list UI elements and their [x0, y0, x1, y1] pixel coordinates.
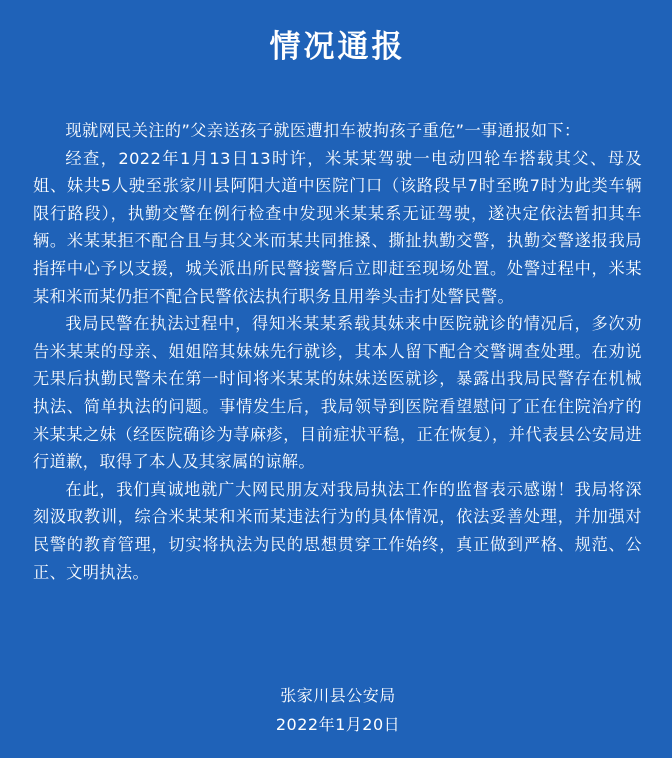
- signature-organization: 张家川县公安局: [280, 686, 396, 705]
- notice-paragraph-thanks: 在此，我们真诚地就广大网民朋友对我局执法工作的监督表示感谢！我局将深刻汲取教训，综合米某某和米而某违法行为的具体情况，依法妥善处理，并加强对民警的教育管理，切实将执法为民的思想贯穿工作始终，真正做到严格、规范、公正、文明执法。: [33, 479, 642, 582]
- notice-paragraph-intro: 现就网民关注的”父亲送孩子就医遭扣车被拘孩子重危”一事通报如下：: [65, 121, 581, 140]
- notice-title: 情况通报: [269, 29, 406, 65]
- notice-signature: [0, 681, 672, 739]
- notice-paragraph-investigation: 经查，2022年1月13日13时许，米某某驾驶一电动四轮车搭载其父、母及姐、妹共5人驶至张家川县阿阳大道中医院门口（该路段早7时至晚7时为此类车辆限行路段），执勤交警在例行检查中发现米某某系无证驾驶，遂决定依法暂扣其车辆。米某某拒不配合且与其父米而某共同推搡、撕扯执勤交警，执勤交警遂报我局指挥中心予以支援，城关派出所民警接警后立即赶至现场处置。处警过程中，米某某和米而某仍拒不配合民警依法执行职务且用拳头击打处警民警。: [33, 148, 642, 306]
- signature-date: 2022年1月20日: [275, 715, 401, 734]
- notice-body: [33, 117, 642, 586]
- notice-paragraph-handling: 我局民警在执法过程中，得知米某某系载其妹来中医院就诊的情况后，多次劝告米某某的母亲、姐姐陪其妹妹先行就诊，其本人留下配合交警调查处理。在劝说无果后执勤民警未在第一时间将米某某的妹妹送医就诊，暴露出我局民警存在机械执法、简单执法的问题。事情发生后，我局领导到医院看望慰问了正在住院治疗的米某某之妹（经医院确诊为荨麻疹，目前症状平稳，正在恢复），并代表县公安局进行道歉，取得了本人及其家属的谅解。: [33, 314, 642, 472]
